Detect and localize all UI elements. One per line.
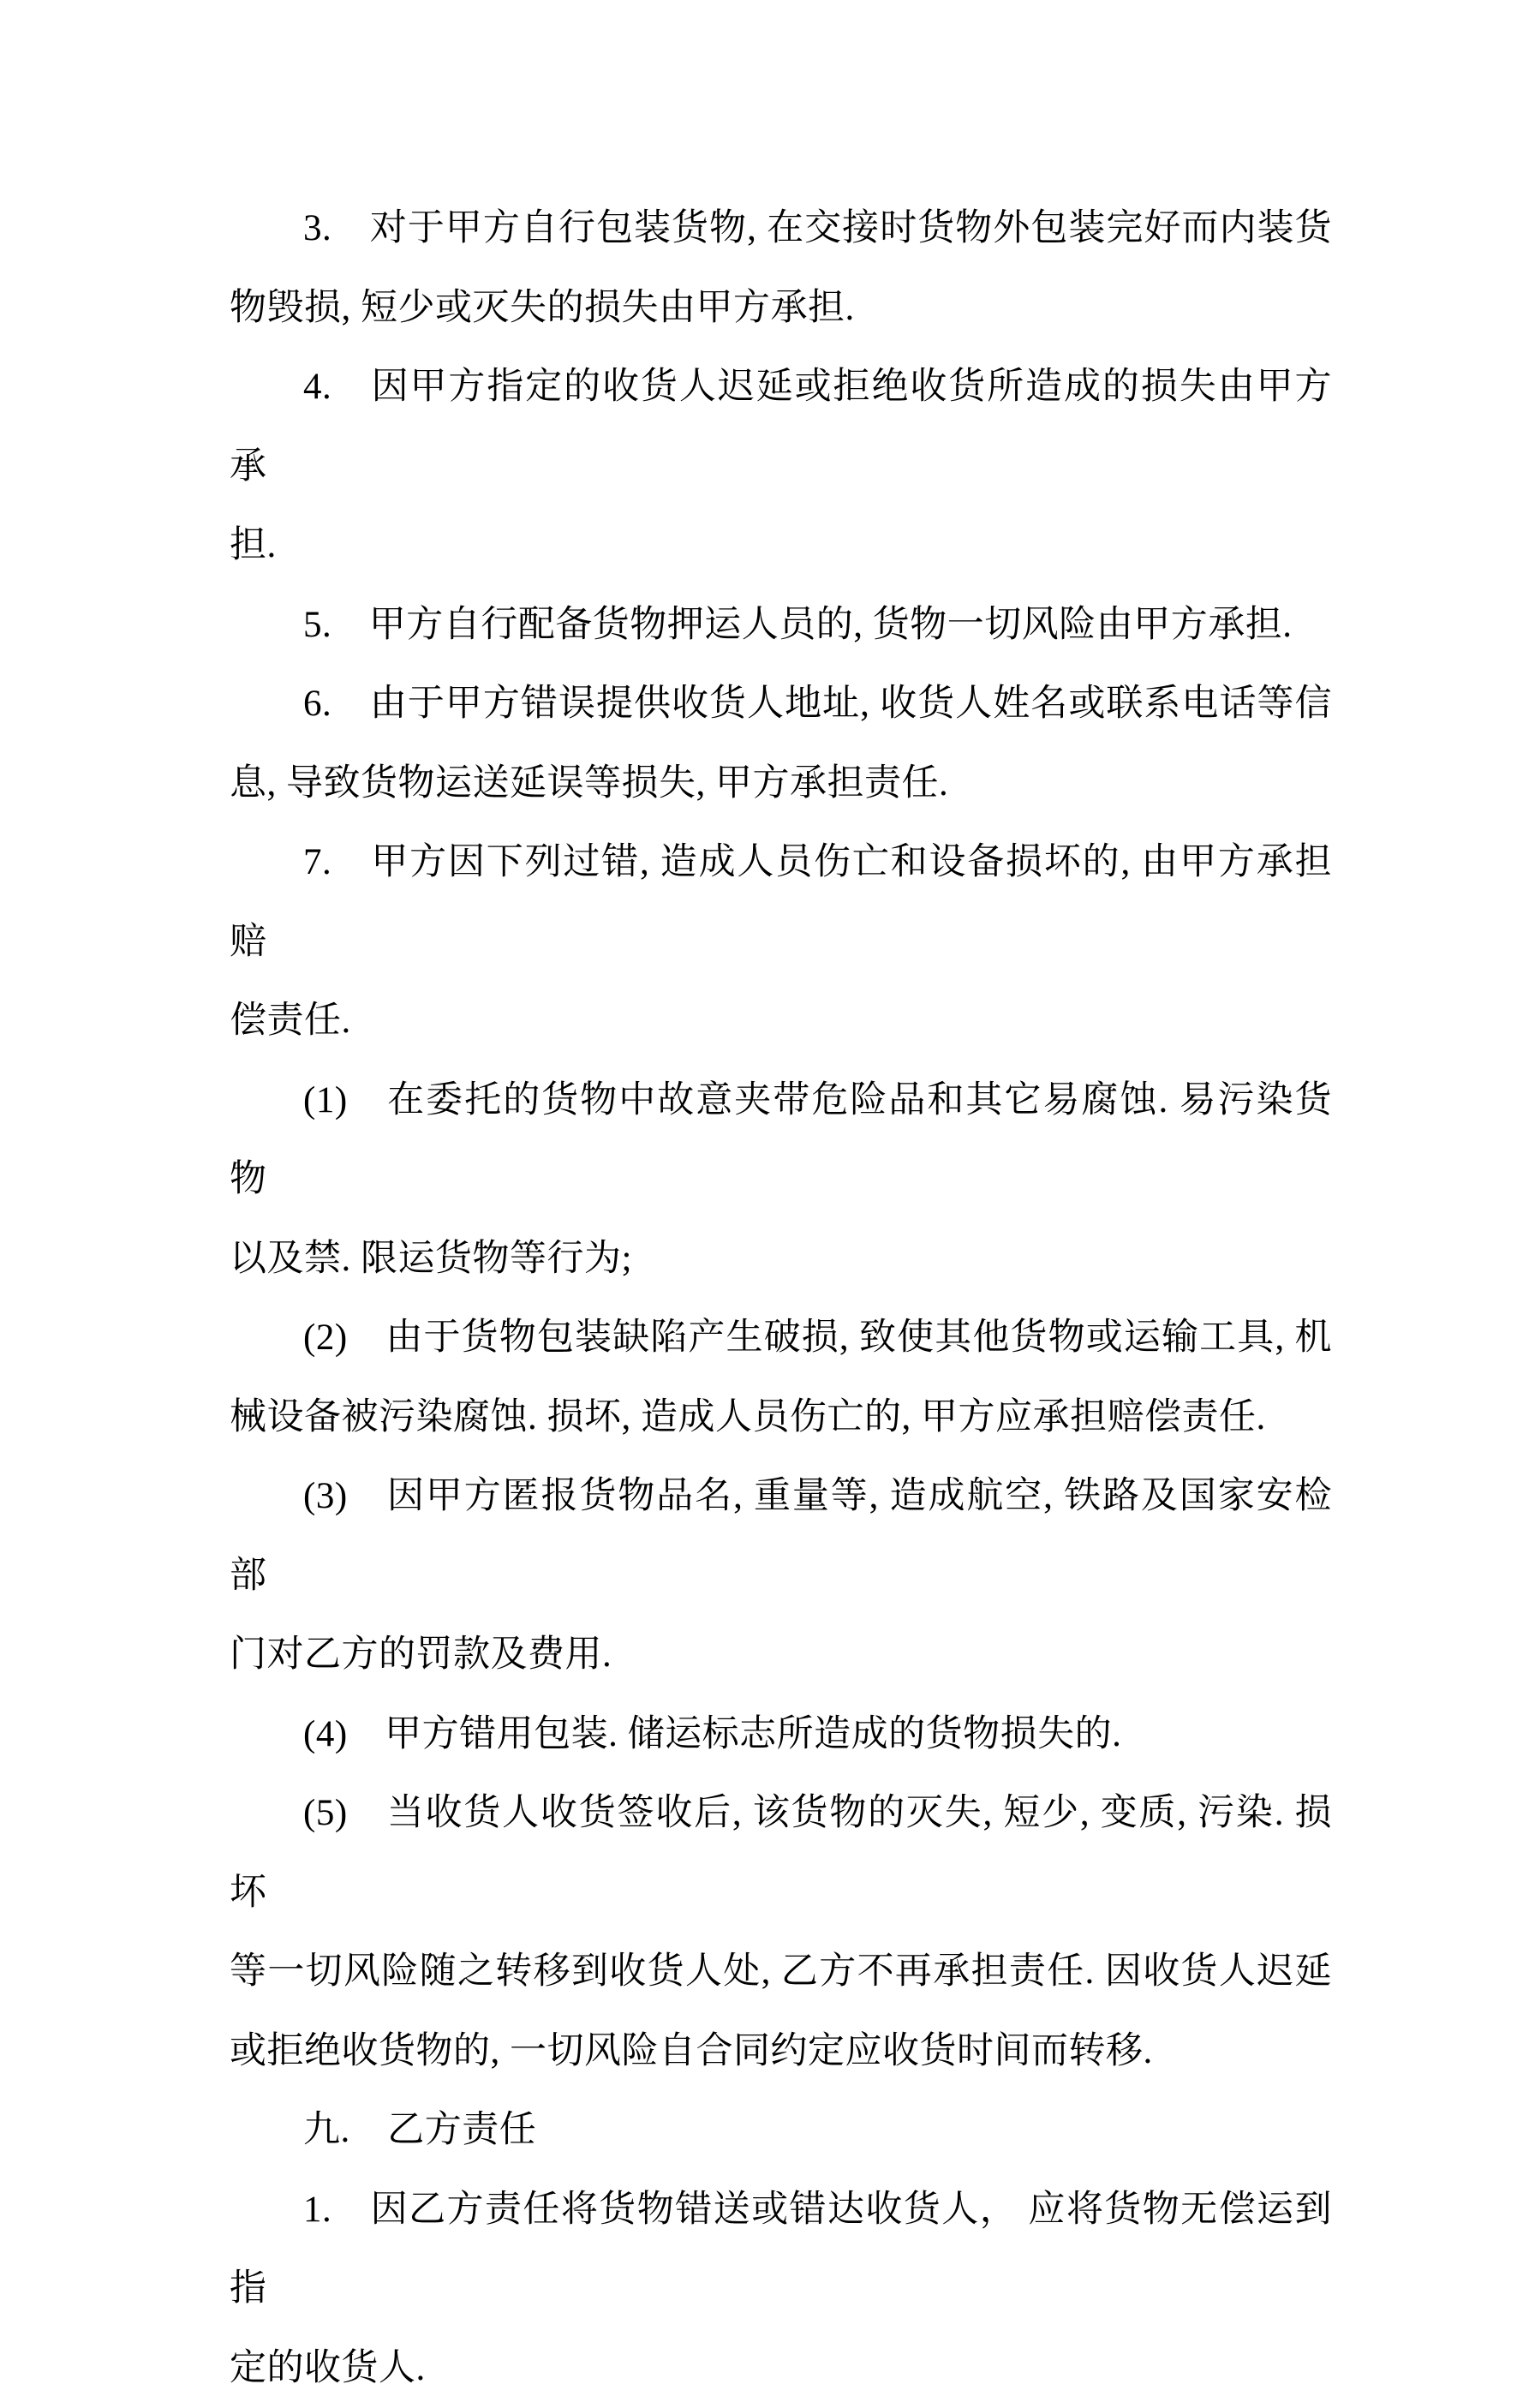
doc-line: (4) 甲方错用包装. 储运标志所造成的货物损失的. (230, 1695, 1332, 1775)
doc-line: 械设备被污染腐蚀. 损坏, 造成人员伤亡的, 甲方应承担赔偿责任. (230, 1378, 1332, 1458)
doc-line: 4. 因甲方指定的收货人迟延或拒绝收货所造成的损失由甲方承 (230, 348, 1332, 506)
doc-line: 物毁损, 短少或灭失的损失由甲方承担. (230, 269, 1332, 349)
doc-line: 息, 导致货物运送延误等损失, 甲方承担责任. (230, 744, 1332, 824)
doc-line: 等一切风险随之转移到收货人处, 乙方不再承担责任. 因收货人迟延 (230, 1933, 1332, 2012)
section-heading: 九. 乙方责任 (230, 2091, 1332, 2171)
doc-line: 或拒绝收货物的, 一切风险自合同约定应收货时间而转移. (230, 2012, 1332, 2092)
doc-line: (5) 当收货人收货签收后, 该货物的灭失, 短少, 变质, 污染. 损坏 (230, 1774, 1332, 1933)
doc-line: 担. (230, 506, 1332, 586)
doc-line: 偿责任. (230, 982, 1332, 1061)
doc-line: 以及禁. 限运货物等行为; (230, 1220, 1332, 1300)
doc-line: 3. 对于甲方自行包装货物, 在交接时货物外包装完好而内装货 (230, 189, 1332, 269)
doc-line: (2) 由于货物包装缺陷产生破损, 致使其他货物或运输工具, 机 (230, 1299, 1332, 1378)
doc-line: (3) 因甲方匿报货物品名, 重量等, 造成航空, 铁路及国家安检部 (230, 1457, 1332, 1616)
doc-line: 5. 甲方自行配备货物押运人员的, 货物一切风险由甲方承担. (230, 586, 1332, 666)
doc-line: 定的收货人. (230, 2329, 1332, 2408)
doc-line: 1. 因乙方责任将货物错送或错达收货人， 应将货物无偿运到指 (230, 2171, 1332, 2329)
doc-line: (1) 在委托的货物中故意夹带危险品和其它易腐蚀. 易污染货物 (230, 1061, 1332, 1220)
doc-line: 门对乙方的罚款及费用. (230, 1616, 1332, 1695)
doc-line: 7. 甲方因下列过错, 造成人员伤亡和设备损坏的, 由甲方承担赔 (230, 823, 1332, 982)
doc-line: 6. 由于甲方错误提供收货人地址, 收货人姓名或联系电话等信 (230, 665, 1332, 744)
